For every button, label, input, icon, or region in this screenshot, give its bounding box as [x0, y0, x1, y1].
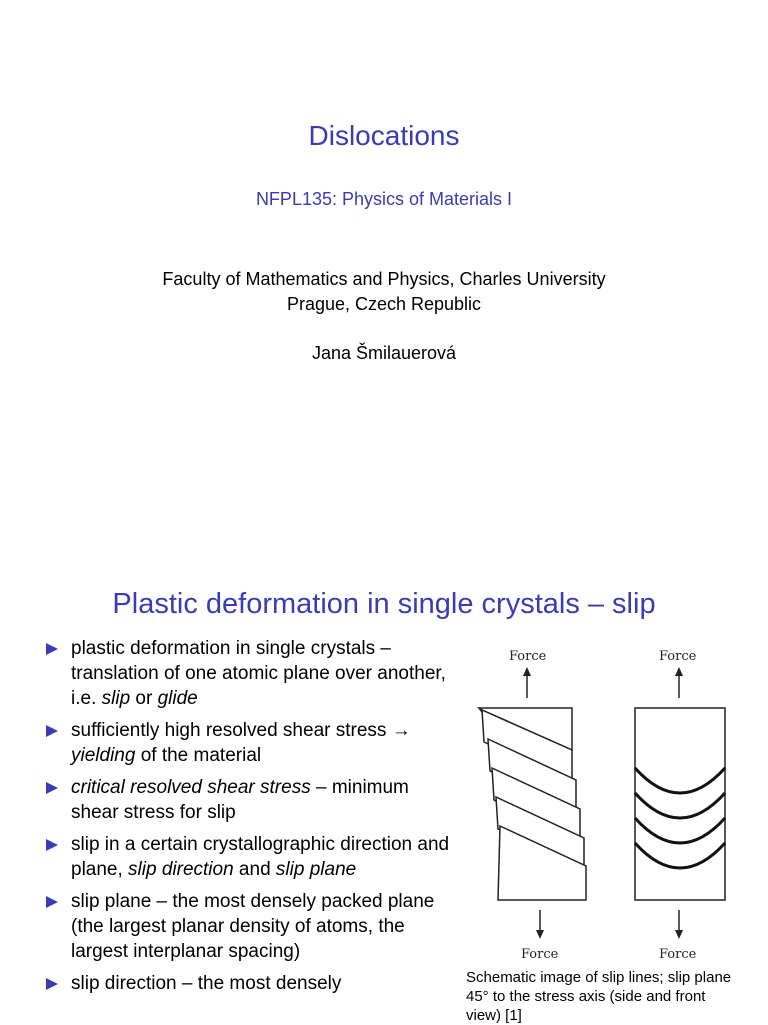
arrow-down-right-icon [675, 910, 683, 939]
side-view-crystal [479, 708, 586, 900]
bullet-text: and [233, 859, 276, 880]
arrow-down-left-icon [536, 910, 544, 939]
bullet-triangle-icon [46, 839, 58, 851]
force-label-bottom-left: Force [521, 947, 559, 962]
bullet-item [44, 889, 454, 964]
slip-lines-figure [462, 640, 752, 970]
bullet-triangle-icon [46, 725, 58, 737]
force-label-top-left: Force [509, 649, 547, 664]
author-name: Jana Šmilauerová [311, 343, 457, 363]
bullet-emphasis: slip direction [128, 859, 234, 880]
bullet-item [44, 971, 454, 996]
bullet-item [44, 636, 454, 711]
institution [0, 267, 768, 317]
arrow-up-left-icon [523, 667, 531, 698]
bullet-text: – minimum shear stress for slip [71, 777, 409, 823]
bullet-triangle-icon [46, 896, 58, 908]
force-label-bottom-right: Force [659, 947, 697, 962]
bullet-text: slip plane – the most densely packed plane (the largest planar density of atoms, the largest interplanar spacing) [71, 891, 435, 962]
bullet-emphasis: slip [101, 688, 131, 709]
bullet-text: of the material [135, 745, 262, 766]
bullet-emphasis: slip plane [275, 859, 357, 880]
bullet-triangle-icon [46, 782, 58, 794]
figure-caption: Schematic image of slip lines; slip plane 45° to the stress axis (side and front view) [1] [466, 969, 732, 1024]
course-subtitle: NFPL135: Physics of Materials I [255, 189, 513, 209]
bullet-item [44, 832, 454, 882]
bullet-list [44, 636, 454, 1003]
bullet-text: slip in a certain crystallographic direction and plane, [71, 834, 450, 880]
bullet-item [44, 718, 454, 768]
bullet-emphasis: glide [157, 688, 198, 709]
force-label-top-right: Force [659, 649, 697, 664]
bullet-emphasis: critical resolved shear stress [71, 777, 311, 798]
institution-line-1: Faculty of Mathematics and Physics, Charles University [162, 269, 606, 289]
arrow-up-right-icon [675, 667, 683, 698]
bullet-triangle-icon [46, 978, 58, 990]
slip-diagram [462, 640, 752, 970]
slide-2-title: Plastic deformation in single crystals – slip [112, 588, 656, 620]
bullet-triangle-icon [46, 643, 58, 655]
bullet-text: or [130, 688, 158, 709]
bullet-text: sufficiently high resolved shear stress → [71, 720, 411, 741]
slide-title: Dislocations [308, 120, 460, 151]
bullet-text: plastic deformation in single crystals – translation of one atomic plane over another, i.e. [71, 638, 446, 709]
institution-line-2: Prague, Czech Republic [286, 294, 482, 314]
bullet-text: slip direction – the most densely [71, 973, 342, 994]
bullet-item [44, 775, 454, 825]
front-view-crystal [635, 708, 725, 900]
bullet-emphasis: yielding [71, 745, 136, 766]
